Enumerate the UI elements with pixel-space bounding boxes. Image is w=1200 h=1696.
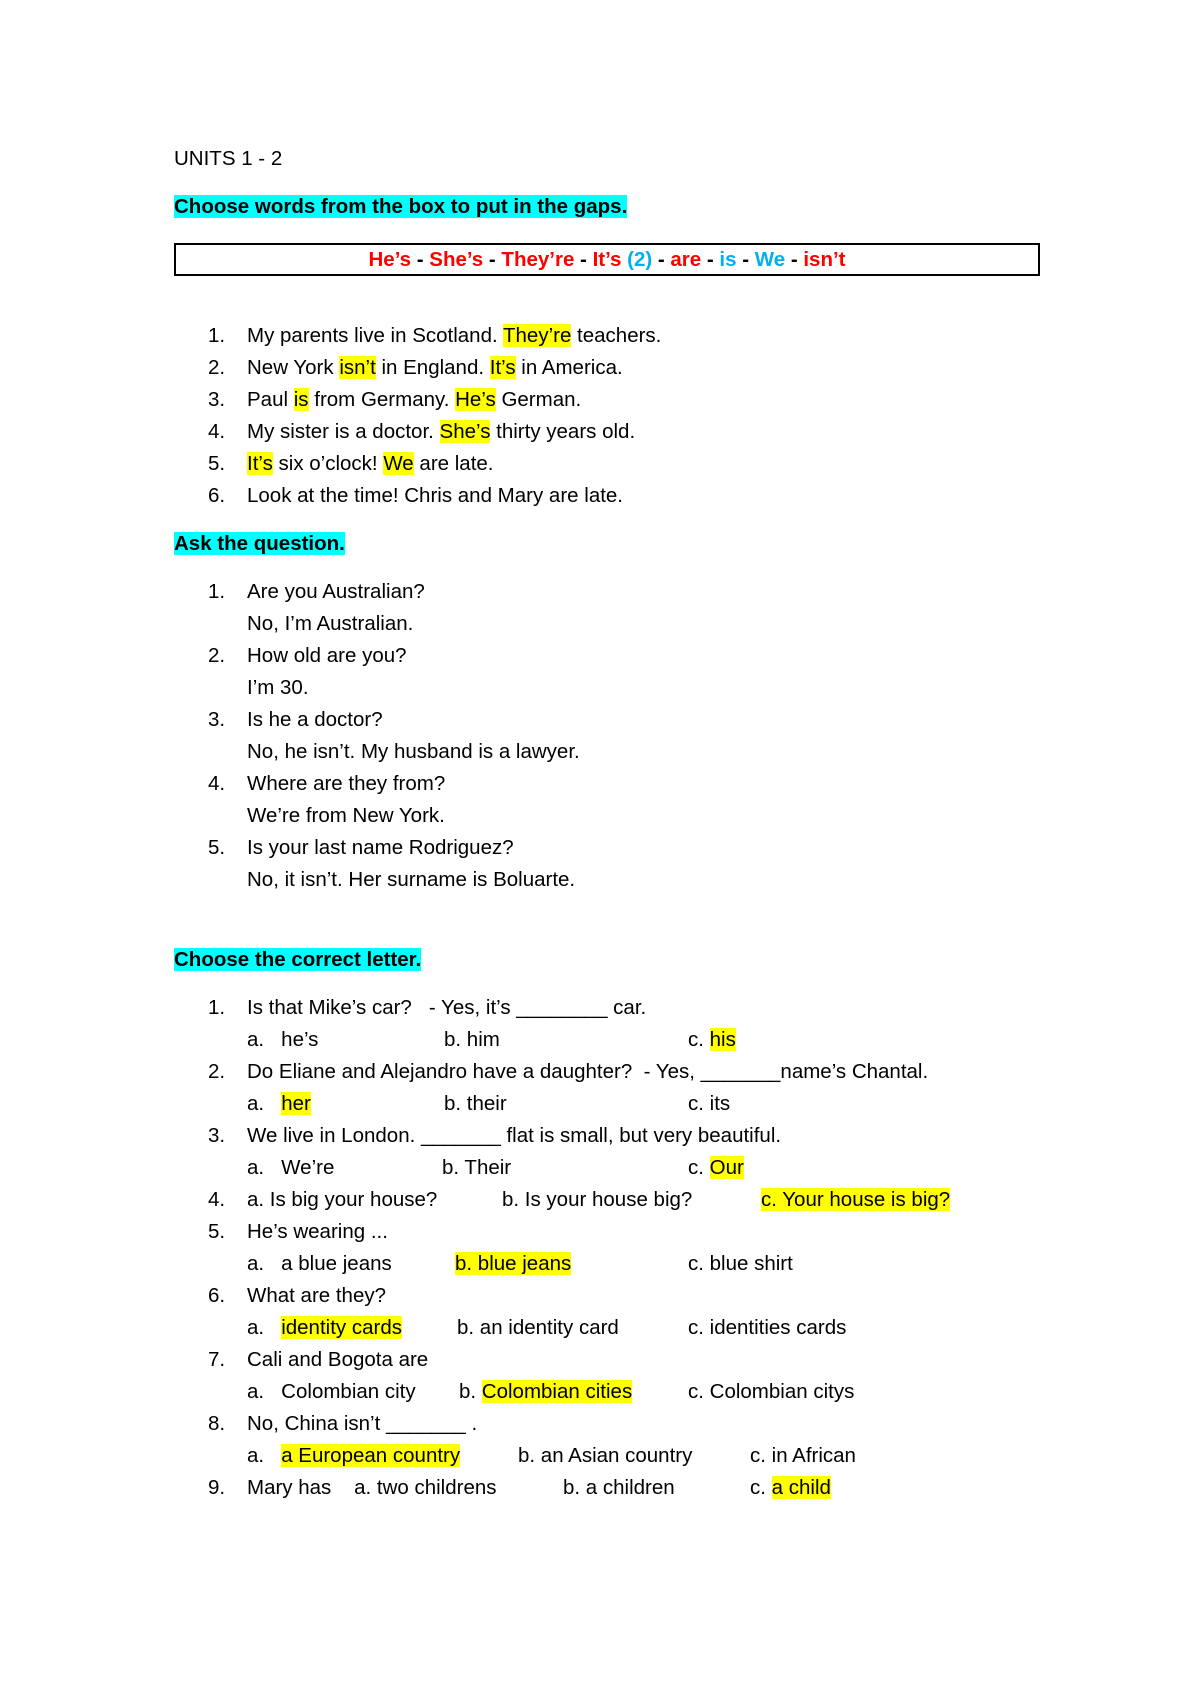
item-number: 6. [208, 1284, 226, 1307]
box-word: He’s [368, 248, 412, 271]
item-number: 2. [208, 1060, 226, 1083]
gap-text: Paul [247, 388, 294, 411]
option-b [455, 1250, 571, 1278]
page-title: UNITS 1 - 2 [174, 147, 283, 170]
box-word: They’re [501, 248, 575, 271]
option-label: a. [247, 1444, 282, 1467]
option-c [688, 1154, 744, 1182]
gap-text: in America. [515, 356, 623, 379]
question-text: How old are you? [247, 644, 407, 667]
correct-answer: Colombian cities [481, 1380, 633, 1403]
gap-text: from Germany. [308, 388, 456, 411]
option-label: c. [688, 1156, 710, 1179]
answer-text: No, he isn’t. My husband is a lawyer. [247, 740, 580, 763]
option-c: c. its [688, 1092, 731, 1115]
section-heading-letters [174, 946, 421, 974]
gap-text: German. [495, 388, 582, 411]
item-number: 4. [208, 420, 226, 443]
box-word: is [719, 248, 737, 271]
gap-text: My parents live in Scotland. [247, 324, 503, 347]
gap-item [247, 322, 661, 350]
item-number: 1. [208, 996, 226, 1019]
item-number: 2. [208, 644, 226, 667]
answer-text: I’m 30. [247, 676, 309, 699]
question-text: Is that Mike’s car? - Yes, it’s ________ car. [247, 996, 647, 1019]
option-label: a. [247, 1092, 282, 1115]
item-number: 2. [208, 356, 226, 379]
correct-answer: a child [771, 1476, 831, 1499]
option-b: b. Is your house big? [502, 1188, 693, 1211]
gap-answer: isn’t [339, 356, 376, 379]
item-number: 5. [208, 836, 226, 859]
gap-answer: It’s [489, 356, 516, 379]
question-text: Mary has a. two childrens [247, 1476, 497, 1499]
item-number: 8. [208, 1412, 226, 1435]
correct-answer: a European country [281, 1444, 461, 1467]
option-label: c. [688, 1028, 710, 1051]
gap-answer: They’re [503, 324, 572, 347]
option-c [761, 1186, 950, 1214]
question-text: Is your last name Rodriguez? [247, 836, 514, 859]
option-c [688, 1026, 736, 1054]
gap-item [247, 450, 494, 478]
item-number: 1. [208, 324, 226, 347]
question-text: No, China isn’t _______ . [247, 1412, 478, 1435]
option-c: c. blue shirt [688, 1252, 793, 1275]
correct-answer: identity cards [281, 1316, 402, 1339]
option-c [750, 1474, 831, 1502]
option-a: a. he’s [247, 1028, 319, 1051]
gap-text: teachers. [571, 324, 662, 347]
item-number: 4. [208, 1188, 226, 1211]
box-word: (2) [627, 248, 653, 271]
gap-text: thirty years old. [490, 420, 636, 443]
box-separator: - [736, 248, 755, 271]
gap-answer: is [293, 388, 309, 411]
answer-text: No, it isn’t. Her surname is Boluarte. [247, 868, 576, 891]
gap-item [247, 418, 635, 446]
section-heading-gaps [174, 193, 627, 221]
option-a: a. a blue jeans [247, 1252, 392, 1275]
correct-answer: Our [709, 1156, 744, 1179]
question-text: Cali and Bogota are [247, 1348, 429, 1371]
box-word: are [670, 248, 702, 271]
box-separator: - [483, 248, 502, 271]
correct-answer: c. Your house is big? [761, 1188, 951, 1211]
gap-answer: We [383, 452, 414, 475]
option-a [247, 1442, 460, 1470]
heading-highlight: Choose words from the box to put in the gaps. [174, 195, 628, 218]
box-word: It’s [592, 248, 622, 271]
option-a: a. We’re [247, 1156, 335, 1179]
question-text: He’s wearing ... [247, 1220, 388, 1243]
heading-highlight: Ask the question. [174, 532, 345, 555]
question-text: Is he a doctor? [247, 708, 383, 731]
item-number: 4. [208, 772, 226, 795]
item-number: 5. [208, 452, 226, 475]
gap-answer: It’s [247, 452, 273, 475]
option-b: b. him [444, 1028, 500, 1051]
option-b: b. their [444, 1092, 507, 1115]
item-number: 3. [208, 388, 226, 411]
option-label: b. [459, 1380, 482, 1403]
gap-text: six o’clock! [272, 452, 384, 475]
box-word: She’s [429, 248, 484, 271]
option-b: b. an Asian country [518, 1444, 693, 1467]
question-text: We live in London. _______ flat is small, but very beautiful. [247, 1124, 782, 1147]
gap-text: New York [247, 356, 340, 379]
box-separator: - [785, 248, 804, 271]
section-heading-questions [174, 530, 345, 558]
gap-item: Look at the time! Chris and Mary are late. [247, 484, 624, 507]
gap-text: are late. [413, 452, 494, 475]
box-separator: - [411, 248, 430, 271]
box-separator: - [574, 248, 593, 271]
option-c: c. Colombian citys [688, 1380, 855, 1403]
correct-answer: her [281, 1092, 311, 1115]
box-word: isn’t [803, 248, 846, 271]
option-b: b. an identity card [457, 1316, 619, 1339]
option-label: a. [247, 1316, 282, 1339]
item-number: 6. [208, 484, 226, 507]
gap-answer: He’s [455, 388, 496, 411]
question-text: Where are they from? [247, 772, 446, 795]
gap-item [247, 386, 581, 414]
question-text: Do Eliane and Alejandro have a daughter? - Yes, _______name’s Chantal. [247, 1060, 929, 1083]
item-number: 7. [208, 1348, 226, 1371]
heading-highlight: Choose the correct letter. [174, 948, 422, 971]
item-number: 5. [208, 1220, 226, 1243]
box-separator: - [652, 248, 671, 271]
option-b: b. a children [563, 1476, 675, 1499]
gap-text: My sister is a doctor. [247, 420, 440, 443]
question-text: Are you Australian? [247, 580, 425, 603]
answer-text: We’re from New York. [247, 804, 445, 827]
box-separator: - [701, 248, 720, 271]
box-word: We [754, 248, 786, 271]
gap-answer: She’s [439, 420, 491, 443]
option-c: c. identities cards [688, 1316, 847, 1339]
item-number: 9. [208, 1476, 226, 1499]
option-a [247, 1090, 311, 1118]
answer-text: No, I’m Australian. [247, 612, 414, 635]
question-text: What are they? [247, 1284, 387, 1307]
word-box [174, 243, 1040, 276]
option-b [459, 1378, 632, 1406]
option-label: c. [750, 1476, 772, 1499]
gap-item [247, 354, 623, 382]
item-number: 3. [208, 1124, 226, 1147]
item-number: 3. [208, 708, 226, 731]
option-a [247, 1314, 402, 1342]
correct-answer: b. blue jeans [455, 1252, 572, 1275]
option-c: c. in African [750, 1444, 856, 1467]
option-a: a. Colombian city [247, 1380, 416, 1403]
gap-text: in England. [375, 356, 490, 379]
option-a: a. Is big your house? [247, 1188, 438, 1211]
option-b: b. Their [442, 1156, 512, 1179]
item-number: 1. [208, 580, 226, 603]
correct-answer: his [709, 1028, 736, 1051]
